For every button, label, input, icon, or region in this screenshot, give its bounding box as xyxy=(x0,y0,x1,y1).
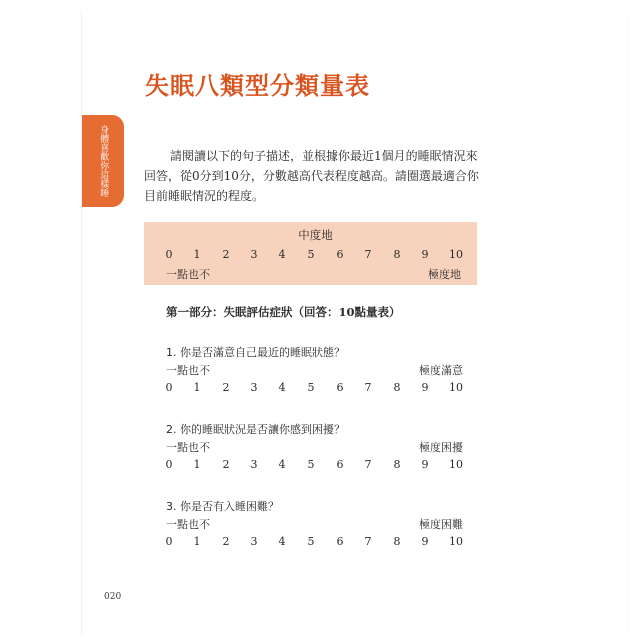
scale-number[interactable]: 8 xyxy=(393,535,401,548)
scale-number: 7 xyxy=(364,248,372,261)
scale-number: 5 xyxy=(307,248,315,261)
scale-number[interactable]: 8 xyxy=(393,381,401,394)
scale-number[interactable]: 1 xyxy=(193,381,201,394)
scale-number[interactable]: 10 xyxy=(449,535,463,548)
scale-legend-numbers xyxy=(166,248,466,264)
scale-number[interactable]: 7 xyxy=(364,381,372,394)
scale-number: 0 xyxy=(165,248,173,261)
scale-high-label: 極度地 xyxy=(428,268,461,281)
section-heading: 第一部分：失眠評估症狀（回答：10點量表） xyxy=(166,305,401,319)
page-title: 失眠八類型分類量表 xyxy=(145,72,370,100)
scale-number[interactable]: 3 xyxy=(250,381,258,394)
scale-number: 6 xyxy=(336,248,344,261)
question-2-scale xyxy=(166,458,466,474)
scale-number[interactable]: 6 xyxy=(336,381,344,394)
page-number: 020 xyxy=(104,592,122,602)
scale-number[interactable]: 4 xyxy=(278,535,286,548)
scale-number[interactable]: 3 xyxy=(250,535,258,548)
scale-number: 4 xyxy=(278,248,286,261)
scale-number[interactable]: 7 xyxy=(364,535,372,548)
question-2: 2. 你的睡眠狀況是否讓你感到困擾？ xyxy=(166,423,345,436)
scale-number[interactable]: 0 xyxy=(165,535,173,548)
scale-number[interactable]: 5 xyxy=(307,458,315,471)
scale-number[interactable]: 6 xyxy=(336,535,344,548)
question-1-low-label: 一點也不 xyxy=(166,364,210,377)
scale-number[interactable]: 9 xyxy=(421,535,429,548)
scale-number: 10 xyxy=(449,248,463,261)
scale-number[interactable]: 10 xyxy=(449,381,463,394)
scale-number[interactable]: 4 xyxy=(278,458,286,471)
scale-number: 8 xyxy=(393,248,401,261)
scale-number: 9 xyxy=(421,248,429,261)
scale-number: 3 xyxy=(250,248,258,261)
question-2-high-label: 極度困擾 xyxy=(419,441,463,454)
scale-number[interactable]: 8 xyxy=(393,458,401,471)
scale-number[interactable]: 6 xyxy=(336,458,344,471)
scale-number[interactable]: 0 xyxy=(165,381,173,394)
question-3-scale xyxy=(166,535,466,551)
scale-number[interactable]: 10 xyxy=(449,458,463,471)
scale-low-label: 一點也不 xyxy=(166,268,210,281)
scale-number[interactable]: 0 xyxy=(165,458,173,471)
question-2-low-label: 一點也不 xyxy=(166,441,210,454)
scale-number[interactable]: 9 xyxy=(421,458,429,471)
scale-number[interactable]: 1 xyxy=(193,535,201,548)
scale-center-label: 中度地 xyxy=(298,228,333,242)
question-3-low-label: 一點也不 xyxy=(166,518,210,531)
question-3-high-label: 極度困難 xyxy=(419,518,463,531)
scale-number: 1 xyxy=(193,248,201,261)
scale-number[interactable]: 1 xyxy=(193,458,201,471)
question-1-high-label: 極度滿意 xyxy=(419,364,463,377)
scale-number[interactable]: 9 xyxy=(421,381,429,394)
scale-number[interactable]: 5 xyxy=(307,381,315,394)
scale-number[interactable]: 3 xyxy=(250,458,258,471)
scale-number[interactable]: 2 xyxy=(222,535,230,548)
chapter-side-tab xyxy=(82,115,124,207)
scale-number[interactable]: 7 xyxy=(364,458,372,471)
scale-number: 2 xyxy=(222,248,230,261)
question-3: 3. 你是否有入睡困難？ xyxy=(166,500,279,513)
scale-number[interactable]: 2 xyxy=(222,381,230,394)
scale-number[interactable]: 5 xyxy=(307,535,315,548)
scale-number[interactable]: 4 xyxy=(278,381,286,394)
chapter-side-tab-label: 身體喜歡你這樣睡 xyxy=(98,125,109,197)
question-1: 1. 你是否滿意自己最近的睡眠狀態？ xyxy=(166,346,345,359)
scale-number[interactable]: 2 xyxy=(222,458,230,471)
intro-paragraph: 請閱讀以下的句子描述，並根據你最近1個月的睡眠情況來回答，從0分到10分，分數越高代表程度越高。請圈選最適合你目前睡眠情況的程度。 xyxy=(144,149,479,203)
question-1-scale xyxy=(166,381,466,397)
